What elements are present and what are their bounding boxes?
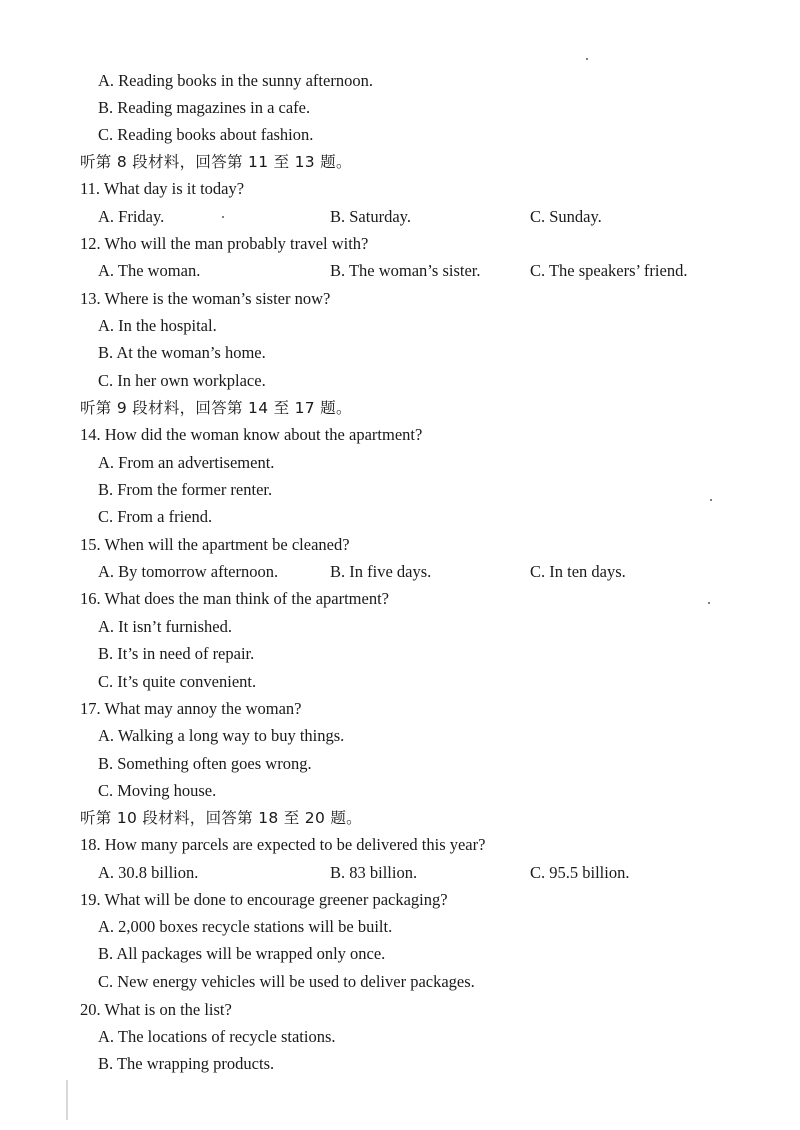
q11-option-b: B. Saturday. [330,207,411,226]
prev-option-c: C. Reading books about fashion. [98,125,314,144]
prev-option-a: A. Reading books in the sunny afternoon. [98,71,373,90]
q13-option-b: B. At the woman’s home. [98,343,266,362]
q12-option-c: C. The speakers’ friend. [530,261,688,280]
q16-option-b: B. It’s in need of repair. [98,644,255,663]
q13-option-c: C. In her own workplace. [98,371,266,390]
q17-option-c: C. Moving house. [98,781,217,800]
q19-option-c: C. New energy vehicles will be used to deliver packages. [98,972,475,991]
q12-option-b: B. The woman’s sister. [330,261,481,280]
scan-speck [708,602,710,604]
question-13: 13. Where is the woman’s sister now? [80,289,331,308]
q15-option-b: B. In five days. [330,562,432,581]
q14-option-a: A. From an advertisement. [98,453,275,472]
q19-option-b: B. All packages will be wrapped only once. [98,944,386,963]
q14-option-b: B. From the former renter. [98,480,273,499]
question-12: 12. Who will the man probably travel with? [80,234,369,253]
question-18: 18. How many parcels are expected to be delivered this year? [80,835,486,854]
q19-option-a: A. 2,000 boxes recycle stations will be built. [98,917,393,936]
question-16: 16. What does the man think of the apartment? [80,589,389,608]
q13-option-a: A. In the hospital. [98,316,217,335]
section-10-heading: 听第 10 段材料，回答第 18 至 20 题。 [80,809,362,827]
q11-option-a: A. Friday. [98,207,165,226]
scan-speck [710,499,712,501]
question-19: 19. What will be done to encourage greener packaging? [80,890,448,909]
prev-option-b: B. Reading magazines in a cafe. [98,98,311,117]
q17-option-a: A. Walking a long way to buy things. [98,726,345,745]
q17-option-b: B. Something often goes wrong. [98,754,312,773]
q15-option-c: C. In ten days. [530,562,626,581]
q11-option-c: C. Sunday. [530,207,602,226]
q20-option-b: B. The wrapping products. [98,1054,275,1073]
scan-edge-shadow [66,1080,68,1120]
question-17: 17. What may annoy the woman? [80,699,302,718]
section-8-heading: 听第 8 段材料，回答第 11 至 13 题。 [80,153,352,171]
q16-option-c: C. It’s quite convenient. [98,672,257,691]
q14-option-c: C. From a friend. [98,507,213,526]
q12-option-a: A. The woman. [98,261,201,280]
q18-option-b: B. 83 billion. [330,863,418,882]
scan-speck [222,216,224,218]
question-11: 11. What day is it today? [80,179,245,198]
q15-option-a: A. By tomorrow afternoon. [98,562,279,581]
question-20: 20. What is on the list? [80,1000,232,1019]
question-15: 15. When will the apartment be cleaned? [80,535,350,554]
section-9-heading: 听第 9 段材料，回答第 14 至 17 题。 [80,399,352,417]
question-14: 14. How did the woman know about the apartment? [80,425,423,444]
q20-option-a: A. The locations of recycle stations. [98,1027,336,1046]
scan-speck [586,58,588,60]
q16-option-a: A. It isn’t furnished. [98,617,232,636]
q18-option-a: A. 30.8 billion. [98,863,199,882]
q18-option-c: C. 95.5 billion. [530,863,630,882]
